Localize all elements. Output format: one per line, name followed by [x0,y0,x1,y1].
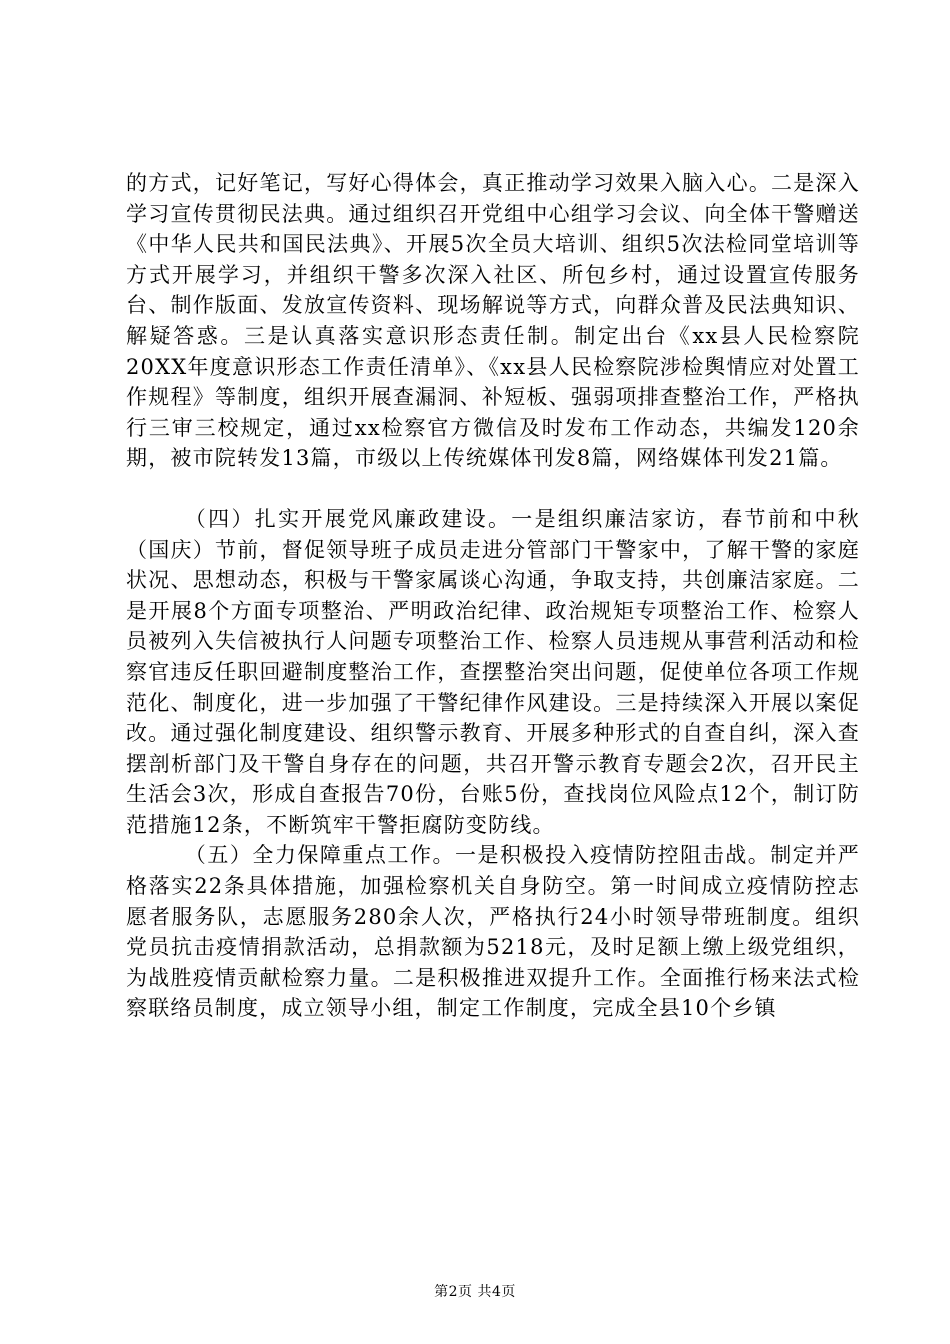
document-body [126,168,860,1024]
paragraph-study-and-ideology: 的方式，记好笔记，写好心得体会，真正推动学习效果入脑入心。二是深入学习宣传贯彻民法典。通过组织召开党组中心组学习会议、向全体干警赠送《中华人民共和国民法典》、开展5次全员大培训、组织5次法检同堂培训等方式开展学习，并组织干警多次深入社区、所包乡村，通过设置宣传服务台、制作版面、发放宣传资料、现场解说等方式，向群众普及民法典知识、解疑答惑。三是认真落实意识形态责任制。制定出台《xx县人民检察院20XX年度意识形态工作责任清单》、《xx县人民检察院涉检舆情应对处置工作规程》等制度，组织开展查漏洞、补短板、强弱项排查整治工作，严格执行三审三校规定，通过xx检察官方微信及时发布工作动态，共编发120余期，被市院转发13篇，市级以上传统媒体刊发8篇，网络媒体刊发21篇。 [126,171,860,471]
paragraph-key-work: （五）全力保障重点工作。一是积极投入疫情防控阻击战。制定并严格落实22条具体措施，加强检察机关自身防空。第一时间成立疫情防控志愿者服务队，志愿服务280余人次，严格执行24小时领导带班制度。组织党员抗击疫情捐款活动，总捐款额为5218元，及时足额上缴上级党组织，为战胜疫情贡献检察力量。二是积极推进双提升工作。全面推行杨来法式检察联络员制度，成立领导小组，制定工作制度，完成全县10个乡镇 [126,843,860,1021]
page-number-footer: 第2页 共4页 [434,1284,516,1300]
paragraph-party-integrity: （四）扎实开展党风廉政建设。一是组织廉洁家访，春节前和中秋（国庆）节前，督促领导班子成员走进分管部门干警家中，了解干警的家庭状况、思想动态，积极与干警家属谈心沟通，争取支持，共创廉洁家庭。二是开展8个方面专项整治、严明政治纪律、政治规矩专项整治工作、检察人员被列入失信被执行人问题专项整治工作、检察人员违规从事营利活动和检察官违反任职回避制度整治工作，查摆整治突出问题，促使单位各项工作规范化、制度化，进一步加强了干警纪律作风建设。三是持续深入开展以案促改。通过强化制度建设、组织警示教育、开展多种形式的自查自纠，深入查摆剖析部门及干警自身存在的问题，共召开警示教育专题会2次，召开民主生活会3次，形成自查报告70份，台账5份，查找岗位风险点12个，制订防范措施12条，不断筑牢干警拒腐防变防线。 [126,506,860,837]
